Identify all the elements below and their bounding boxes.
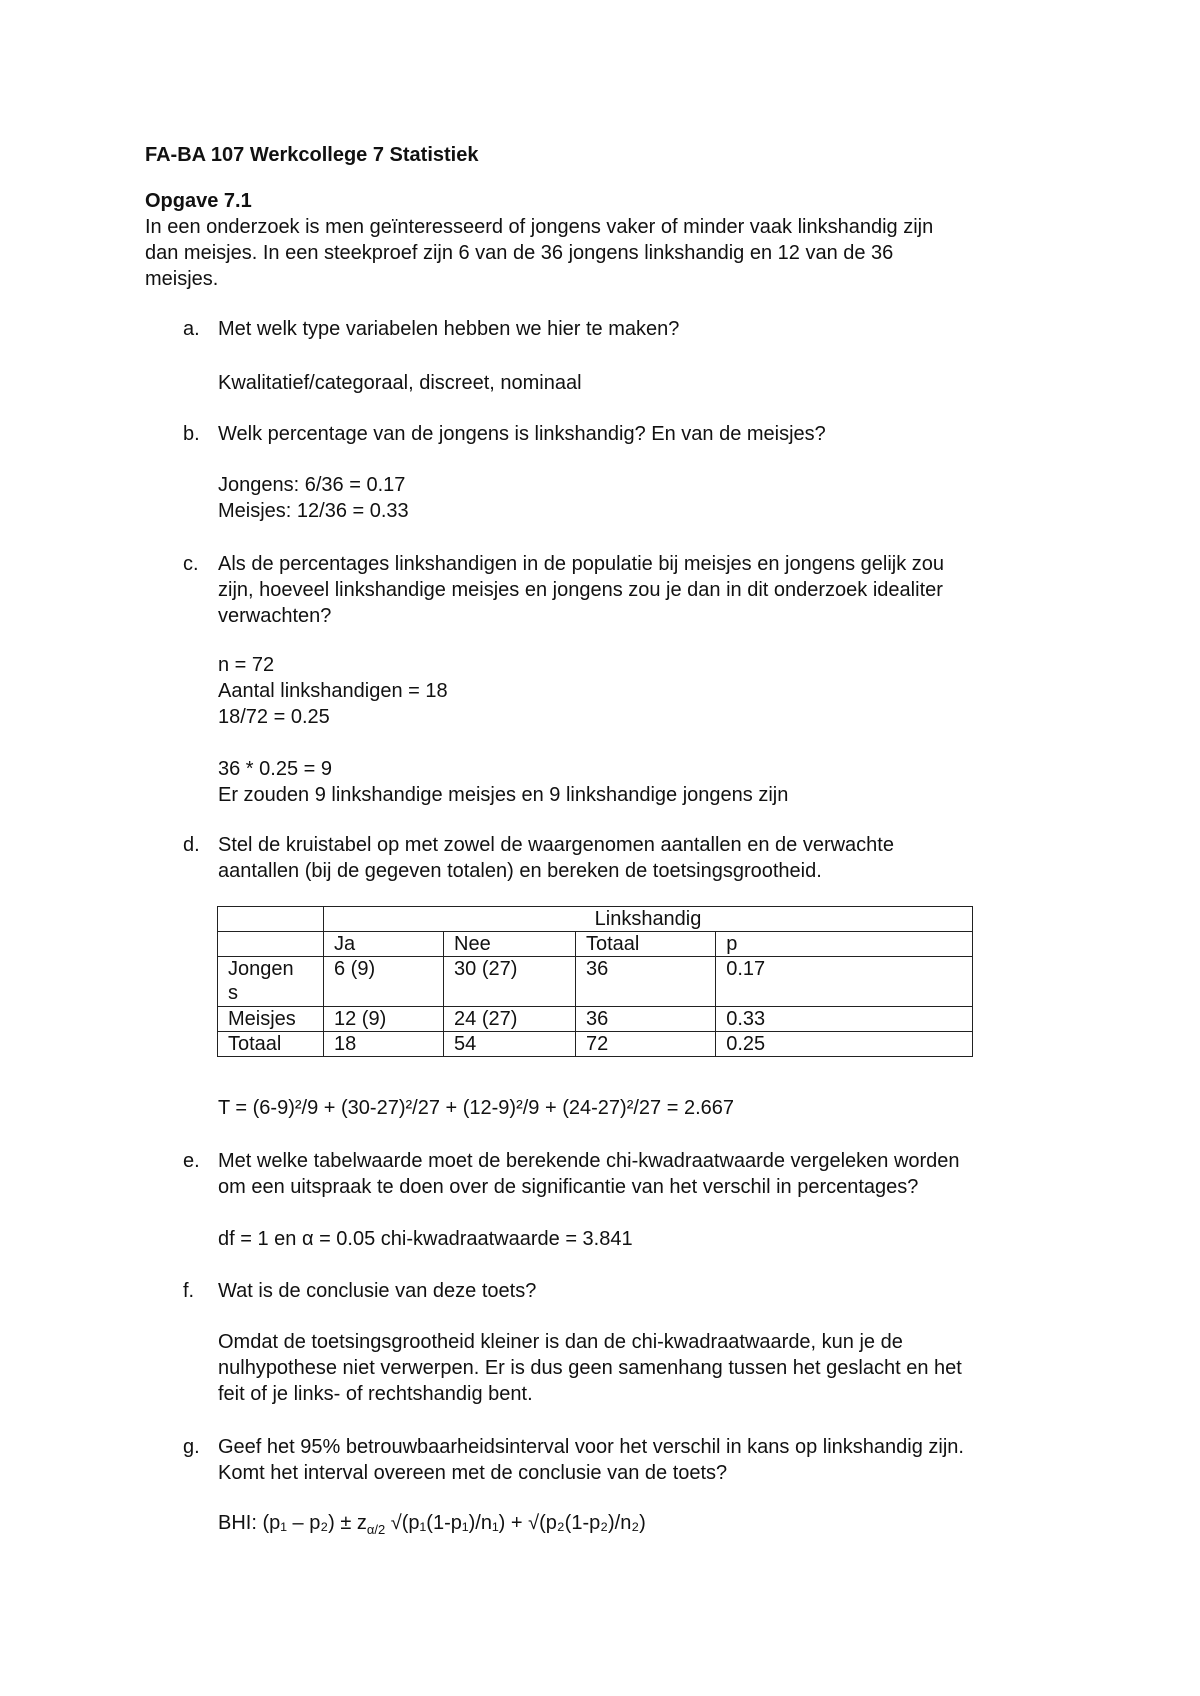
question-letter: b. xyxy=(183,423,200,445)
answer-a xyxy=(218,370,1078,396)
question-letter: e. xyxy=(183,1150,200,1172)
question-text: Wat is de conclusie van deze toets? xyxy=(218,1280,537,1302)
cross-table xyxy=(217,906,973,1057)
table-corner-cell xyxy=(218,907,324,932)
table-cell: 54 xyxy=(444,1032,576,1057)
answer-line: df = 1 en α = 0.05 chi-kwadraatwaarde = 3.841 xyxy=(218,1228,633,1250)
question-letter: d. xyxy=(183,834,200,856)
answer-b xyxy=(218,472,1078,524)
answer-line: T = (6-9)²/9 + (30-27)²/27 + (12-9)²/9 + (24-27)²/27 = 2.667 xyxy=(218,1097,734,1119)
table-col-header: Ja xyxy=(324,932,444,957)
intro-line: dan meisjes. In een steekproef zijn 6 van de 36 jongens linkshandig en 12 van de 36 xyxy=(145,242,894,264)
document-title: FA-BA 107 Werkcollege 7 Statistiek xyxy=(145,144,479,166)
question-letter: a. xyxy=(183,318,200,340)
table-row-label: Meisjes xyxy=(218,1007,324,1032)
answer-f xyxy=(218,1329,1078,1407)
answer-line: 18/72 = 0.25 xyxy=(218,706,330,728)
question-text: zijn, hoeveel linkshandige meisjes en jongens zou je dan in dit onderzoek idealiter xyxy=(218,579,943,601)
answer-line: feit of je links- of rechtshandig bent. xyxy=(218,1383,533,1405)
answer-line: Omdat de toetsingsgrootheid kleiner is dan de chi-kwadraatwaarde, kun je de xyxy=(218,1331,903,1353)
table-row-label: Totaal xyxy=(218,1032,324,1057)
table-cell: 0.17 xyxy=(716,957,973,1007)
answer-line: Aantal linkshandigen = 18 xyxy=(218,680,448,702)
question-text: Stel de kruistabel op met zowel de waargenomen aantallen en de verwachte xyxy=(218,834,894,856)
intro-line: In een onderzoek is men geïnteresseerd of jongens vaker of minder vaak linkshandig zijn xyxy=(145,216,934,238)
answer-c xyxy=(218,652,1078,808)
intro-line: meisjes. xyxy=(145,268,219,290)
formula-line: BHI: $(p_1 - p_2) \pm z_{\alpha/2}$ √(p₁(1-p₁)/n₁) + √(p₂(1-p₂)/n₂) xyxy=(218,1512,646,1537)
question-text: Welk percentage van de jongens is linkshandig? En van de meisjes? xyxy=(218,423,826,445)
answer-line: Meisjes: 12/36 = 0.33 xyxy=(218,500,409,522)
answer-line: n = 72 xyxy=(218,654,275,676)
table-col-header: Totaal xyxy=(575,932,715,957)
table-cell: 0.25 xyxy=(716,1032,973,1057)
question-text: Met welk type variabelen hebben we hier te maken? xyxy=(218,318,680,340)
question-text: verwachten? xyxy=(218,605,332,627)
answer-e xyxy=(218,1226,1078,1252)
table-cell: 18 xyxy=(324,1032,444,1057)
question-text: Als de percentages linkshandigen in de populatie bij meisjes en jongens gelijk zou xyxy=(218,553,945,575)
question-letter: f. xyxy=(183,1280,195,1302)
table-cell: 12 (9) xyxy=(324,1007,444,1032)
table-cell: 30 (27) xyxy=(444,957,576,1007)
table-cell: 36 xyxy=(575,957,715,1007)
question-text: om een uitspraak te doen over de significantie van het verschil in percentages? xyxy=(218,1176,919,1198)
table-col-header: Nee xyxy=(444,932,576,957)
answer-g xyxy=(218,1510,1078,1536)
answer-line: Er zouden 9 linkshandige meisjes en 9 linkshandige jongens zijn xyxy=(218,784,789,806)
answer-line xyxy=(218,730,1078,756)
exercise-heading: Opgave 7.1 xyxy=(145,190,252,212)
answer-line: nulhypothese niet verwerpen. Er is dus geen samenhang tussen het geslacht en het xyxy=(218,1357,962,1379)
intro-paragraph xyxy=(145,214,1045,292)
answer-line: 36 * 0.25 = 9 xyxy=(218,758,332,780)
table-group-header: Linkshandig xyxy=(324,907,973,932)
table-cell: 24 (27) xyxy=(444,1007,576,1032)
answer-d xyxy=(218,1095,1078,1121)
table-empty-cell xyxy=(218,932,324,957)
question-text: aantallen (bij de gegeven totalen) en bereken de toetsingsgrootheid. xyxy=(218,860,822,882)
table-cell: 72 xyxy=(575,1032,715,1057)
table-row-label: Jongen s xyxy=(218,957,324,1007)
answer-line: Jongens: 6/36 = 0.17 xyxy=(218,474,406,496)
table-cell: 36 xyxy=(575,1007,715,1032)
table-col-header: p xyxy=(716,932,973,957)
answer-line: Kwalitatief/categoraal, discreet, nominaal xyxy=(218,372,582,394)
question-text: Met welke tabelwaarde moet de berekende chi-kwadraatwaarde vergeleken worden xyxy=(218,1150,960,1172)
table-cell: 6 (9) xyxy=(324,957,444,1007)
question-letter: c. xyxy=(183,553,199,575)
question-text: Geef het 95% betrouwbaarheidsinterval voor het verschil in kans op linkshandig zijn. xyxy=(218,1436,964,1458)
table-cell: 0.33 xyxy=(716,1007,973,1032)
question-letter: g. xyxy=(183,1436,200,1458)
question-text: Komt het interval overeen met de conclusie van de toets? xyxy=(218,1462,728,1484)
